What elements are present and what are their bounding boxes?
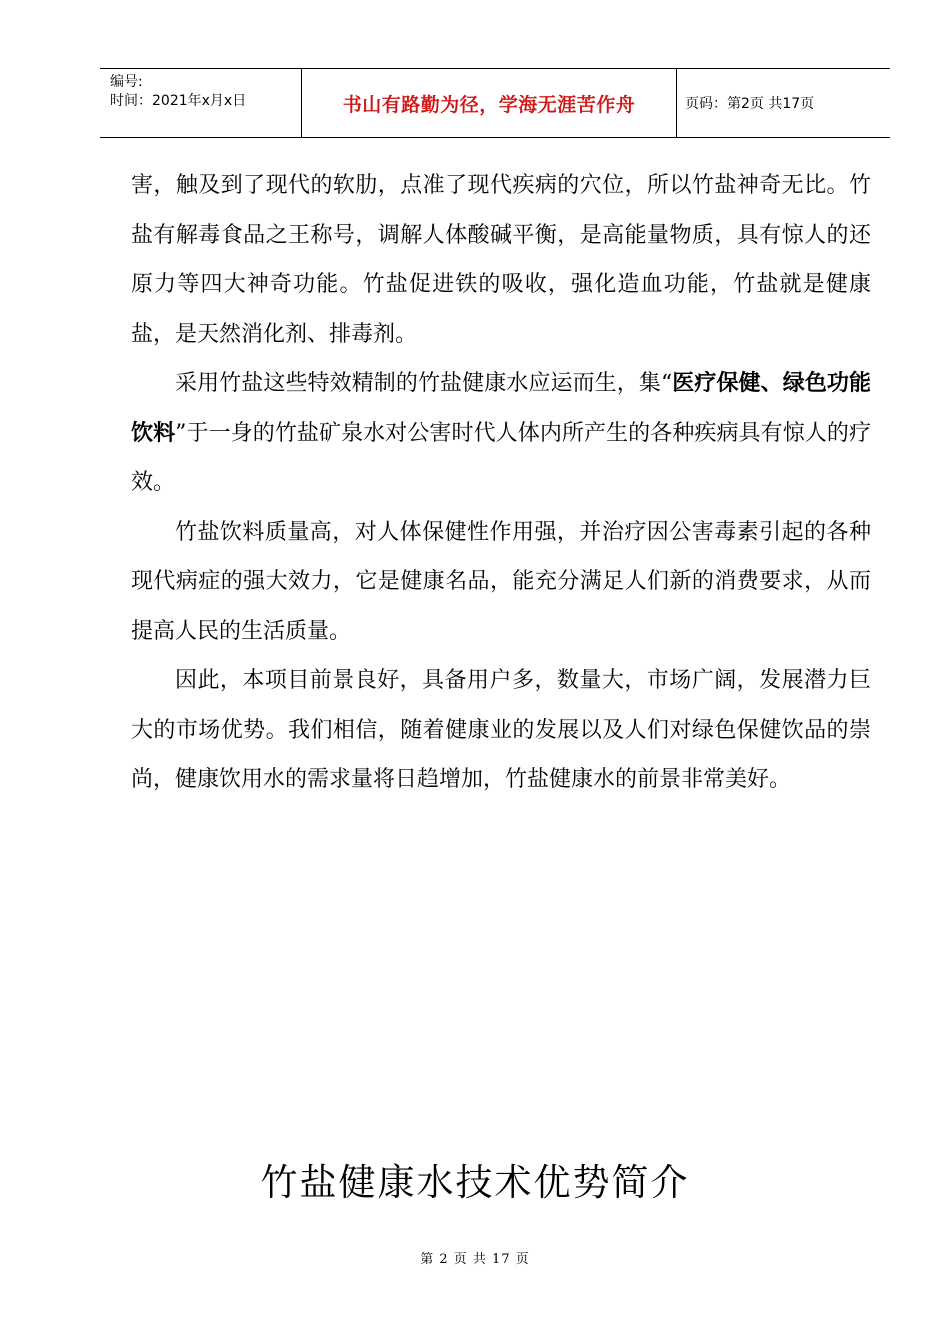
document-time-label: 时间：2021年x月x日	[110, 93, 247, 109]
paragraph: 竹盐饮料质量高，对人体保健性作用强，并治疗因公害毒素引起的各种现代病症的强大效力，它是健康名品，能充分满足人们新的消费要求，从而提高人民的生活质量。	[131, 519, 871, 644]
bold-emphasis: 医疗保健、绿色功能饮料	[131, 371, 871, 446]
paragraph-text: 采用竹盐这些特效精制的竹盐健康水应运而生，集“	[175, 371, 673, 396]
paragraph-continued: 害，触及到了现代的软肋，点准了现代疾病的穴位，所以竹盐神奇无比。竹盐有解毒食品之王称号，调解人体酸碱平衡，是高能量物质，具有惊人的还原力等四大神奇功能。竹盐促进铁的吸收，强化造血功能，竹盐就是健康盐，是天然消化剂、排毒剂。	[131, 173, 871, 347]
header-page-info: 页码：第2页 共17页	[685, 96, 815, 112]
paragraph: 因此，本项目前景良好，具备用户多，数量大，市场广阔，发展潜力巨大的市场优势。我们相信，随着健康业的发展以及人们对绿色保健饮品的崇尚，健康饮用水的需求量将日趋增加，竹盐健康水的前景非常美好。	[131, 668, 871, 792]
page-header	[100, 68, 890, 138]
header-meta	[100, 69, 302, 137]
paragraph-text: ”于一身的竹盐矿泉水对公害时代人体内所产生的各种疾病具有惊人的疗效。	[131, 420, 871, 495]
section-heading: 竹盐健康水技术优势简介	[260, 1161, 690, 1204]
paragraph	[131, 359, 871, 508]
page-footer: 第 2 页 共 17 页	[420, 1252, 530, 1267]
document-number-label: 编号:	[110, 74, 143, 90]
header-motto: 书山有路勤为径，学海无涯苦作舟	[302, 69, 677, 137]
document-body	[131, 161, 871, 805]
